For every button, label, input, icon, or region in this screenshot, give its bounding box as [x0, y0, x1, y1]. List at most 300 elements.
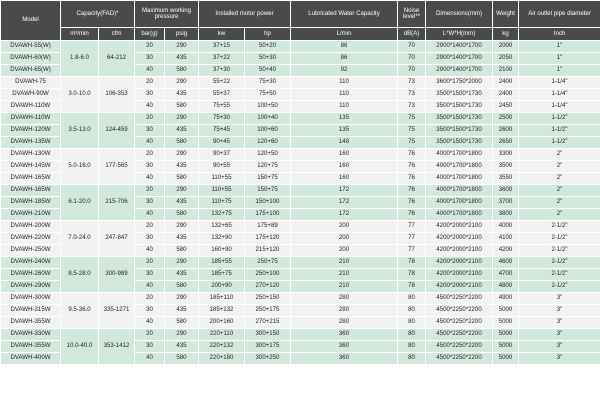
- weight-cell: 2650: [493, 137, 519, 149]
- pressure-psig-cell: 580: [165, 209, 199, 221]
- weight-cell: 2100: [493, 65, 519, 77]
- outlet-cell: 2": [519, 173, 600, 185]
- outlet-cell: 1-1/2": [519, 125, 600, 137]
- weight-cell: 4600: [493, 257, 519, 269]
- dimensions-cell: 4500*2250*2200: [426, 353, 493, 365]
- header-row: [1, 1, 600, 28]
- motor-hp-cell: 270+120: [245, 281, 291, 293]
- noise-cell: 80: [398, 353, 426, 365]
- motor-kw-cell: 200+160: [199, 317, 245, 329]
- pressure-psig-cell: 580: [165, 353, 199, 365]
- weight-cell: 2400: [493, 89, 519, 101]
- capacity-m3min-cell: 5.0-16.0: [61, 149, 99, 185]
- motor-hp-cell: 250+100: [245, 269, 291, 281]
- motor-hp-cell: 150+75: [245, 185, 291, 197]
- unit-hp: hp: [245, 28, 291, 41]
- noise-cell: 70: [398, 65, 426, 77]
- col-header-capacity: Capacity(FAD)*: [61, 1, 135, 28]
- water-lmin-cell: 135: [291, 125, 398, 137]
- outlet-cell: 2-1/2": [519, 245, 600, 257]
- noise-cell: 76: [398, 185, 426, 197]
- water-lmin-cell: 210: [291, 281, 398, 293]
- capacity-cfm-cell: 215-706: [99, 185, 135, 221]
- weight-cell: 4800: [493, 281, 519, 293]
- model-cell: DVAWH-135W: [1, 137, 61, 149]
- weight-cell: 2600: [493, 125, 519, 137]
- pressure-psig-cell: 580: [165, 65, 199, 77]
- outlet-cell: 2": [519, 197, 600, 209]
- model-cell: DVAWH-130W: [1, 149, 61, 161]
- pressure-psig-cell: 435: [165, 53, 199, 65]
- pressure-psig-cell: 435: [165, 125, 199, 137]
- water-lmin-cell: 360: [291, 353, 398, 365]
- outlet-cell: 1": [519, 53, 600, 65]
- pressure-bar-cell: 30: [135, 341, 165, 353]
- weight-cell: 4100: [493, 233, 519, 245]
- motor-kw-cell: 220+180: [199, 353, 245, 365]
- motor-kw-cell: 160+90: [199, 245, 245, 257]
- motor-hp-cell: 50+40: [245, 65, 291, 77]
- dimensions-cell: 4500*2250*2200: [426, 293, 493, 305]
- noise-cell: 70: [398, 53, 426, 65]
- water-lmin-cell: 135: [291, 113, 398, 125]
- motor-hp-cell: 270+215: [245, 317, 291, 329]
- dimensions-cell: 4200*2000*2100: [426, 257, 493, 269]
- outlet-cell: 2": [519, 161, 600, 173]
- dimensions-cell: 2900*1400*1700: [426, 41, 493, 53]
- motor-hp-cell: 100+40: [245, 113, 291, 125]
- motor-hp-cell: 300+175: [245, 341, 291, 353]
- motor-kw-cell: 185+132: [199, 305, 245, 317]
- noise-cell: 73: [398, 77, 426, 89]
- pressure-bar-cell: 20: [135, 221, 165, 233]
- pressure-psig-cell: 290: [165, 41, 199, 53]
- pressure-psig-cell: 290: [165, 185, 199, 197]
- motor-hp-cell: 50+30: [245, 53, 291, 65]
- motor-kw-cell: 185+75: [199, 269, 245, 281]
- outlet-cell: 2-1/2": [519, 257, 600, 269]
- unit-cfm: cfm: [99, 28, 135, 41]
- pressure-bar-cell: 40: [135, 209, 165, 221]
- pressure-psig-cell: 580: [165, 317, 199, 329]
- capacity-cfm-cell: 300-989: [99, 257, 135, 293]
- motor-hp-cell: 120+50: [245, 149, 291, 161]
- capacity-cfm-cell: 247-847: [99, 221, 135, 257]
- water-lmin-cell: 280: [291, 317, 398, 329]
- motor-hp-cell: 75+30: [245, 77, 291, 89]
- motor-kw-cell: 75+30: [199, 113, 245, 125]
- pressure-bar-cell: 40: [135, 245, 165, 257]
- dimensions-cell: 4000*1700*1800: [426, 197, 493, 209]
- motor-kw-cell: 55+37: [199, 89, 245, 101]
- weight-cell: 5000: [493, 341, 519, 353]
- model-cell: DVAWH-110W: [1, 101, 61, 113]
- table-row: [1, 77, 600, 89]
- unit-lmin: L/min: [291, 28, 398, 41]
- water-lmin-cell: 200: [291, 221, 398, 233]
- unit-kw: kw: [199, 28, 245, 41]
- table-row: [1, 41, 600, 53]
- capacity-m3min-cell: 3.5-13.0: [61, 113, 99, 149]
- pressure-psig-cell: 580: [165, 101, 199, 113]
- pressure-bar-cell: 20: [135, 149, 165, 161]
- noise-cell: 75: [398, 137, 426, 149]
- pressure-psig-cell: 290: [165, 329, 199, 341]
- table-row: [1, 149, 600, 161]
- noise-cell: 75: [398, 113, 426, 125]
- weight-cell: 5000: [493, 317, 519, 329]
- water-lmin-cell: 210: [291, 257, 398, 269]
- capacity-cfm-cell: 353-1412: [99, 329, 135, 365]
- pressure-bar-cell: 30: [135, 233, 165, 245]
- weight-cell: 4000: [493, 221, 519, 233]
- motor-kw-cell: 185+55: [199, 257, 245, 269]
- pressure-bar-cell: 40: [135, 317, 165, 329]
- weight-cell: 3600: [493, 185, 519, 197]
- model-cell: DVAWH-75: [1, 77, 61, 89]
- weight-cell: 3800: [493, 209, 519, 221]
- noise-cell: 76: [398, 173, 426, 185]
- weight-cell: 2500: [493, 113, 519, 125]
- outlet-cell: 2-1/2": [519, 221, 600, 233]
- pressure-psig-cell: 290: [165, 149, 199, 161]
- noise-cell: 70: [398, 41, 426, 53]
- outlet-cell: 1-1/4": [519, 101, 600, 113]
- weight-cell: 4700: [493, 269, 519, 281]
- model-cell: DVAWH-65(W): [1, 65, 61, 77]
- noise-cell: 78: [398, 281, 426, 293]
- model-cell: DVAWH-355W: [1, 317, 61, 329]
- motor-hp-cell: 75+50: [245, 89, 291, 101]
- model-cell: DVAWH-55(W): [1, 41, 61, 53]
- weight-cell: 2400: [493, 77, 519, 89]
- water-lmin-cell: 280: [291, 305, 398, 317]
- pressure-bar-cell: 20: [135, 113, 165, 125]
- capacity-cfm-cell: 106-353: [99, 77, 135, 113]
- model-cell: DVAWH-210W: [1, 209, 61, 221]
- pressure-bar-cell: 30: [135, 305, 165, 317]
- noise-cell: 73: [398, 101, 426, 113]
- weight-cell: 2450: [493, 101, 519, 113]
- pressure-psig-cell: 435: [165, 161, 199, 173]
- motor-hp-cell: 215+120: [245, 245, 291, 257]
- motor-hp-cell: 100+50: [245, 101, 291, 113]
- motor-kw-cell: 90+55: [199, 161, 245, 173]
- model-cell: DVAWH-60(W): [1, 53, 61, 65]
- pressure-bar-cell: 20: [135, 293, 165, 305]
- model-cell: DVAWH-240W: [1, 257, 61, 269]
- outlet-cell: 1-1/4": [519, 77, 600, 89]
- pressure-psig-cell: 290: [165, 221, 199, 233]
- water-lmin-cell: 172: [291, 185, 398, 197]
- water-lmin-cell: 86: [291, 41, 398, 53]
- water-lmin-cell: 280: [291, 293, 398, 305]
- pressure-bar-cell: 40: [135, 65, 165, 77]
- dimensions-cell: 4500*2250*2200: [426, 317, 493, 329]
- outlet-cell: 1-1/2": [519, 137, 600, 149]
- outlet-cell: 3": [519, 293, 600, 305]
- motor-hp-cell: 120+75: [245, 161, 291, 173]
- water-lmin-cell: 110: [291, 89, 398, 101]
- pressure-bar-cell: 30: [135, 53, 165, 65]
- pressure-psig-cell: 290: [165, 77, 199, 89]
- dimensions-cell: 3500*1500*1730: [426, 125, 493, 137]
- weight-cell: 5000: [493, 353, 519, 365]
- pressure-bar-cell: 20: [135, 41, 165, 53]
- dimensions-cell: 2900*1400*1700: [426, 53, 493, 65]
- model-cell: DVAWH-400W: [1, 353, 61, 365]
- pressure-bar-cell: 30: [135, 197, 165, 209]
- model-cell: DVAWH-330W: [1, 329, 61, 341]
- capacity-m3min-cell: 3.0-10.0: [61, 77, 99, 113]
- motor-kw-cell: 75+55: [199, 101, 245, 113]
- model-cell: DVAWH-260W: [1, 269, 61, 281]
- outlet-cell: 2-1/2": [519, 269, 600, 281]
- model-cell: DVAWH-185W: [1, 197, 61, 209]
- col-header-dimensions: Dimensions(mm): [426, 1, 493, 28]
- water-lmin-cell: 160: [291, 161, 398, 173]
- pressure-bar-cell: 30: [135, 125, 165, 137]
- motor-hp-cell: 300+250: [245, 353, 291, 365]
- motor-kw-cell: 110+75: [199, 197, 245, 209]
- outlet-cell: 1": [519, 65, 600, 77]
- water-lmin-cell: 160: [291, 149, 398, 161]
- table-row: [1, 293, 600, 305]
- noise-cell: 77: [398, 245, 426, 257]
- model-cell: DVAWH-145W: [1, 161, 61, 173]
- motor-kw-cell: 37+15: [199, 41, 245, 53]
- water-lmin-cell: 160: [291, 173, 398, 185]
- motor-hp-cell: 175+120: [245, 233, 291, 245]
- model-cell: DVAWH-315W: [1, 305, 61, 317]
- dimensions-cell: 3500*1500*1730: [426, 113, 493, 125]
- motor-hp-cell: 120+60: [245, 137, 291, 149]
- unit-m3min: m³/min: [61, 28, 99, 41]
- noise-cell: 77: [398, 221, 426, 233]
- motor-kw-cell: 220+132: [199, 341, 245, 353]
- pressure-bar-cell: 40: [135, 101, 165, 113]
- pressure-psig-cell: 435: [165, 305, 199, 317]
- outlet-cell: 1": [519, 41, 600, 53]
- motor-kw-cell: 37+22: [199, 53, 245, 65]
- pressure-bar-cell: 40: [135, 281, 165, 293]
- motor-kw-cell: 90+45: [199, 137, 245, 149]
- dimensions-cell: 4000*1700*1800: [426, 173, 493, 185]
- model-cell: DVAWH-290W: [1, 281, 61, 293]
- water-lmin-cell: 360: [291, 329, 398, 341]
- dimensions-cell: 4200*2000*2100: [426, 245, 493, 257]
- noise-cell: 80: [398, 317, 426, 329]
- col-header-model: Model: [1, 1, 61, 41]
- dimensions-cell: 4200*2000*2100: [426, 269, 493, 281]
- model-cell: DVAWH-165W: [1, 173, 61, 185]
- motor-kw-cell: 90+37: [199, 149, 245, 161]
- pressure-psig-cell: 435: [165, 89, 199, 101]
- pressure-bar-cell: 30: [135, 89, 165, 101]
- dimensions-cell: 4000*1700*1800: [426, 185, 493, 197]
- unit-kg: kg: [493, 28, 519, 41]
- motor-hp-cell: 100+60: [245, 125, 291, 137]
- capacity-m3min-cell: 8.5-28.0: [61, 257, 99, 293]
- water-lmin-cell: 200: [291, 245, 398, 257]
- model-cell: DVAWH-250W: [1, 245, 61, 257]
- pressure-psig-cell: 580: [165, 281, 199, 293]
- motor-kw-cell: 55+22: [199, 77, 245, 89]
- dimensions-cell: 4000*1700*1800: [426, 149, 493, 161]
- col-header-noise: Noise level**: [398, 1, 426, 28]
- dimensions-cell: 4000*1700*1800: [426, 209, 493, 221]
- table-row: [1, 185, 600, 197]
- model-cell: DVAWH-200W: [1, 221, 61, 233]
- dimensions-cell: 4500*2250*2200: [426, 305, 493, 317]
- noise-cell: 80: [398, 341, 426, 353]
- pressure-psig-cell: 290: [165, 113, 199, 125]
- noise-cell: 78: [398, 257, 426, 269]
- dimensions-cell: 2900*1400*1700: [426, 65, 493, 77]
- motor-hp-cell: 150+100: [245, 197, 291, 209]
- col-header-weight: Weight: [493, 1, 519, 28]
- col-header-pressure: Maximum working pressure: [135, 1, 199, 28]
- unit-row: [1, 28, 600, 41]
- dimensions-cell: 4000*1700*1800: [426, 161, 493, 173]
- unit-psig: psig: [165, 28, 199, 41]
- noise-cell: 76: [398, 161, 426, 173]
- weight-cell: 5000: [493, 329, 519, 341]
- motor-kw-cell: 185+110: [199, 293, 245, 305]
- table-row: [1, 329, 600, 341]
- table-row: [1, 113, 600, 125]
- weight-cell: 5000: [493, 305, 519, 317]
- motor-kw-cell: 132+90: [199, 233, 245, 245]
- weight-cell: 2050: [493, 53, 519, 65]
- pressure-psig-cell: 435: [165, 341, 199, 353]
- capacity-cfm-cell: 177-565: [99, 149, 135, 185]
- dimensions-cell: 3500*1500*1730: [426, 137, 493, 149]
- motor-hp-cell: 150+75: [245, 173, 291, 185]
- pressure-psig-cell: 290: [165, 293, 199, 305]
- pressure-bar-cell: 30: [135, 269, 165, 281]
- model-cell: DVAWH-165W: [1, 185, 61, 197]
- weight-cell: 3550: [493, 173, 519, 185]
- pressure-bar-cell: 30: [135, 161, 165, 173]
- unit-inch: Inch: [519, 28, 600, 41]
- pressure-bar-cell: 20: [135, 329, 165, 341]
- outlet-cell: 3": [519, 353, 600, 365]
- pressure-bar-cell: 20: [135, 257, 165, 269]
- pressure-bar-cell: 40: [135, 137, 165, 149]
- motor-kw-cell: 132+65: [199, 221, 245, 233]
- water-lmin-cell: 110: [291, 101, 398, 113]
- motor-hp-cell: 50+20: [245, 41, 291, 53]
- motor-kw-cell: 37+30: [199, 65, 245, 77]
- model-cell: DVAWH-300W: [1, 293, 61, 305]
- capacity-m3min-cell: 7.0-24.0: [61, 221, 99, 257]
- water-lmin-cell: 210: [291, 269, 398, 281]
- pressure-psig-cell: 580: [165, 173, 199, 185]
- weight-cell: 3700: [493, 197, 519, 209]
- water-lmin-cell: 92: [291, 65, 398, 77]
- outlet-cell: 3": [519, 341, 600, 353]
- motor-hp-cell: 250+150: [245, 293, 291, 305]
- capacity-m3min-cell: 1.8-6.0: [61, 41, 99, 77]
- weight-cell: 4900: [493, 293, 519, 305]
- pressure-bar-cell: 40: [135, 173, 165, 185]
- outlet-cell: 2": [519, 185, 600, 197]
- motor-kw-cell: 110+55: [199, 173, 245, 185]
- noise-cell: 76: [398, 209, 426, 221]
- water-lmin-cell: 86: [291, 53, 398, 65]
- dimensions-cell: 3600*1750*2000: [426, 77, 493, 89]
- water-lmin-cell: 110: [291, 77, 398, 89]
- capacity-cfm-cell: 124-459: [99, 113, 135, 149]
- weight-cell: 2000: [493, 41, 519, 53]
- motor-hp-cell: 175+89: [245, 221, 291, 233]
- model-cell: DVAWH-355W: [1, 341, 61, 353]
- outlet-cell: 2": [519, 149, 600, 161]
- outlet-cell: 3": [519, 329, 600, 341]
- dimensions-cell: 4200*2000*2100: [426, 221, 493, 233]
- noise-cell: 75: [398, 125, 426, 137]
- dimensions-cell: 4200*2000*2100: [426, 281, 493, 293]
- noise-cell: 78: [398, 269, 426, 281]
- noise-cell: 80: [398, 293, 426, 305]
- outlet-cell: 2": [519, 209, 600, 221]
- water-lmin-cell: 172: [291, 209, 398, 221]
- pressure-bar-cell: 20: [135, 77, 165, 89]
- noise-cell: 76: [398, 149, 426, 161]
- capacity-cfm-cell: 335-1271: [99, 293, 135, 329]
- capacity-cfm-cell: 64-212: [99, 41, 135, 77]
- model-cell: DVAWH-220W: [1, 233, 61, 245]
- unit-bar: bar(g): [135, 28, 165, 41]
- pressure-bar-cell: 20: [135, 185, 165, 197]
- noise-cell: 77: [398, 233, 426, 245]
- table-body: [1, 41, 600, 365]
- model-cell: DVAWH-120W: [1, 125, 61, 137]
- dimensions-cell: 3500*1500*1730: [426, 89, 493, 101]
- motor-hp-cell: 300+150: [245, 329, 291, 341]
- weight-cell: 3300: [493, 149, 519, 161]
- motor-kw-cell: 75+45: [199, 125, 245, 137]
- table-row: [1, 221, 600, 233]
- col-header-motor: Installed motor power: [199, 1, 291, 28]
- dimensions-cell: 3500*1500*1730: [426, 101, 493, 113]
- motor-hp-cell: 250+175: [245, 305, 291, 317]
- water-lmin-cell: 172: [291, 197, 398, 209]
- motor-hp-cell: 175+100: [245, 209, 291, 221]
- motor-kw-cell: 110+55: [199, 185, 245, 197]
- weight-cell: 4200: [493, 245, 519, 257]
- col-header-water: Lubricated Water Capacity: [291, 1, 398, 28]
- outlet-cell: 3": [519, 317, 600, 329]
- motor-kw-cell: 220+110: [199, 329, 245, 341]
- capacity-m3min-cell: 10.0-40.0: [61, 329, 99, 365]
- pressure-psig-cell: 435: [165, 197, 199, 209]
- outlet-cell: 1-1/2": [519, 113, 600, 125]
- capacity-m3min-cell: 6.1-20.0: [61, 185, 99, 221]
- col-header-outlet: Air outlet pipe diameter: [519, 1, 600, 28]
- dimensions-cell: 4500*2250*2200: [426, 341, 493, 353]
- pressure-psig-cell: 580: [165, 245, 199, 257]
- pressure-psig-cell: 580: [165, 137, 199, 149]
- motor-hp-cell: 250+75: [245, 257, 291, 269]
- unit-dba: dB(A): [398, 28, 426, 41]
- pressure-psig-cell: 290: [165, 257, 199, 269]
- model-cell: DVAWH-110W: [1, 113, 61, 125]
- pressure-psig-cell: 435: [165, 233, 199, 245]
- pressure-bar-cell: 40: [135, 353, 165, 365]
- dimensions-cell: 4500*2250*2200: [426, 329, 493, 341]
